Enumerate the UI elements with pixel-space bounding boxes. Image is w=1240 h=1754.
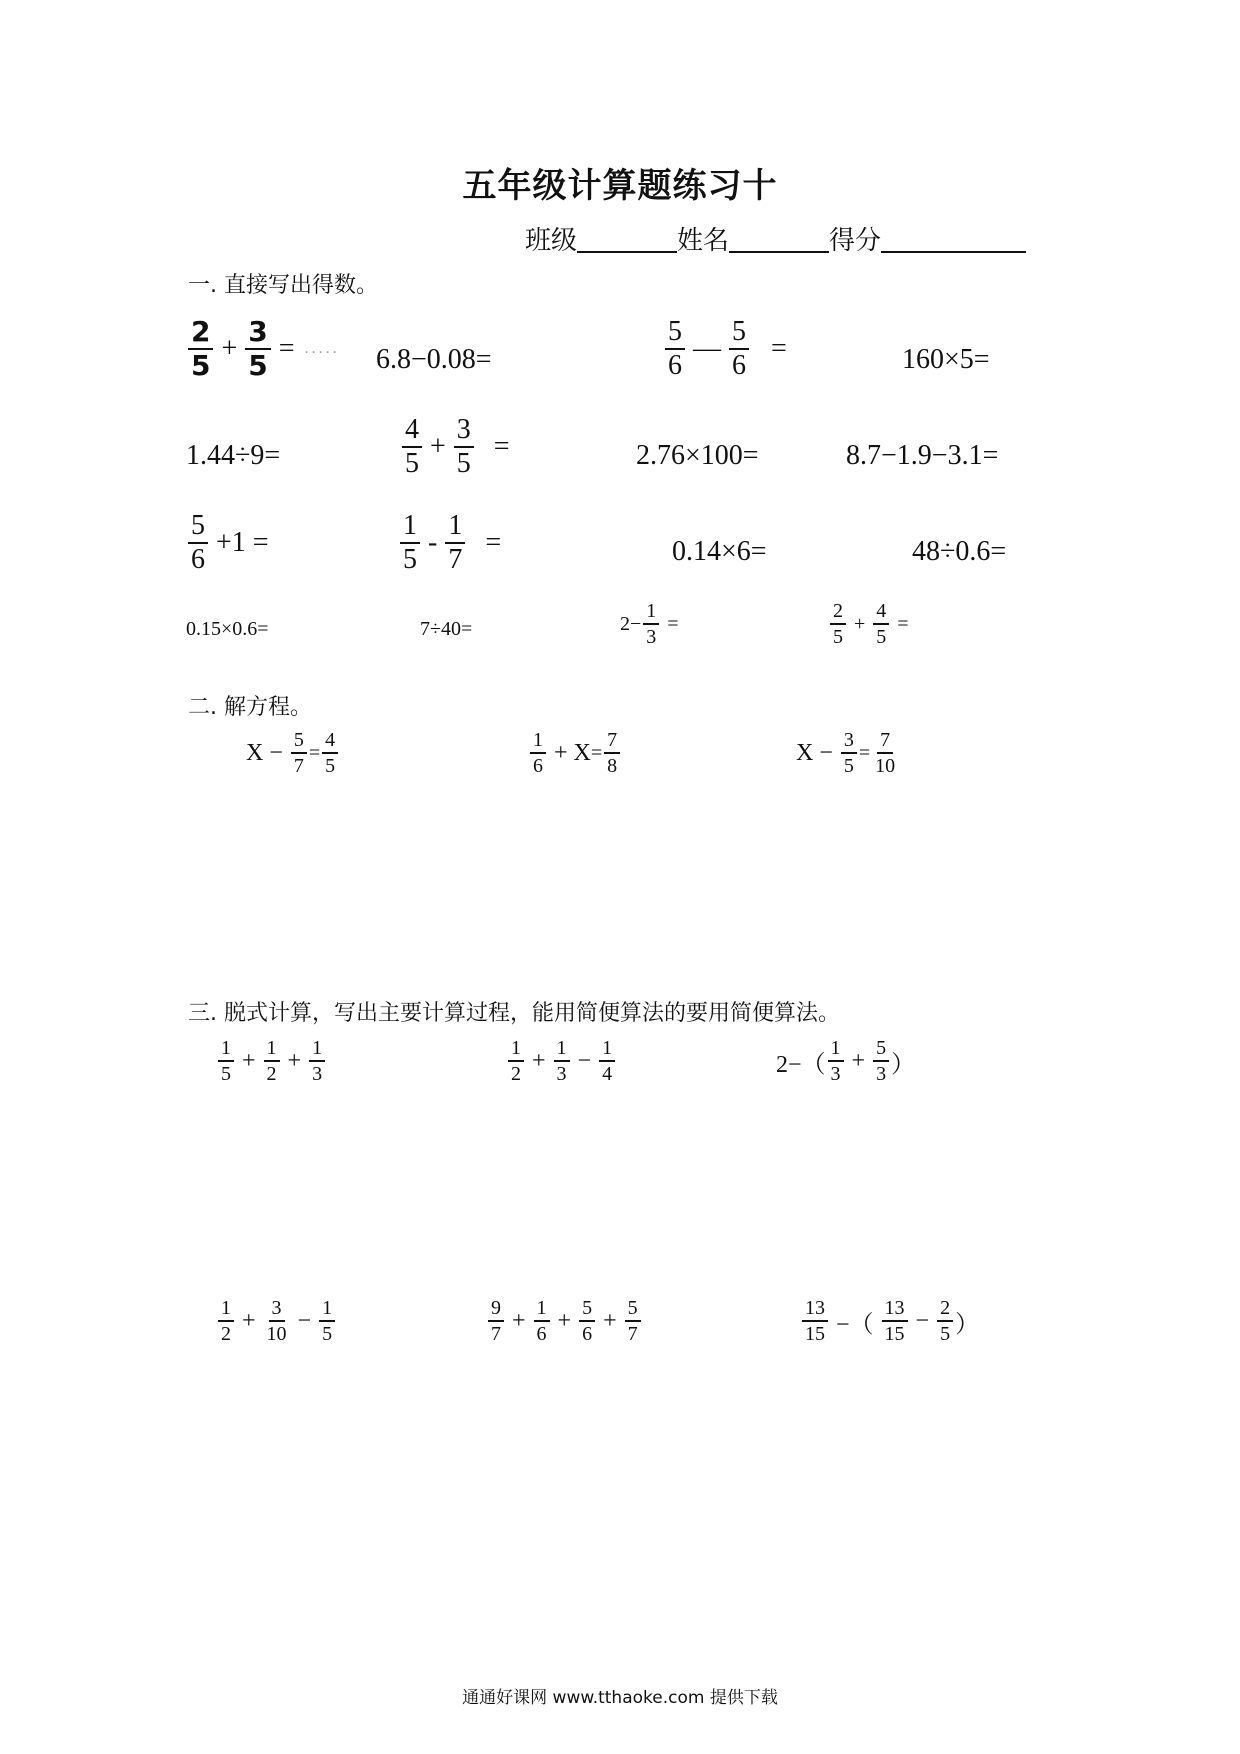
- problem-5: [486, 1298, 643, 1344]
- denominator: 5: [876, 626, 887, 648]
- problem-1: [216, 1038, 327, 1084]
- denominator: 5: [940, 1323, 951, 1345]
- fraction: [841, 730, 857, 776]
- class-blank: [577, 225, 677, 253]
- operator: +: [287, 1047, 302, 1074]
- numerator: 1: [218, 1038, 234, 1062]
- numerator: 4: [873, 601, 889, 625]
- s1-r2-a: 1.44÷9=: [186, 440, 281, 471]
- numerator: 1: [508, 1038, 524, 1062]
- fraction: [319, 1298, 335, 1344]
- operator: −: [819, 739, 833, 766]
- denominator: 6: [668, 350, 682, 381]
- denominator: 7: [293, 755, 304, 777]
- dotted-gap: .....: [304, 340, 340, 357]
- numerator: 1: [828, 1038, 844, 1062]
- name-label: 姓名: [677, 226, 730, 256]
- equation-3: [796, 730, 900, 776]
- denominator: 6: [536, 1323, 547, 1345]
- student-info: [525, 220, 1026, 257]
- fraction: [530, 730, 546, 776]
- denominator: 8: [607, 755, 618, 777]
- denominator: 6: [732, 350, 746, 381]
- operator: −: [269, 739, 283, 766]
- numerator: 5: [665, 318, 685, 350]
- denominator: 3: [646, 626, 657, 648]
- denominator: 2: [221, 1323, 231, 1345]
- fraction: [872, 730, 898, 776]
- fraction: [218, 1038, 234, 1084]
- fraction: [264, 1298, 290, 1344]
- numerator: 4: [322, 730, 338, 754]
- denominator: 2: [511, 1063, 521, 1085]
- fraction: [830, 601, 846, 647]
- denominator: 5: [843, 755, 854, 777]
- problem-4: [216, 1298, 337, 1344]
- denominator: 2: [266, 1063, 277, 1085]
- operator: +: [851, 1047, 866, 1074]
- problem-3: [776, 1038, 915, 1084]
- numerator: 1: [554, 1038, 570, 1062]
- numerator: 1: [599, 1038, 615, 1062]
- name-blank: [729, 225, 829, 253]
- s1-r3-a: [186, 512, 275, 574]
- s1-r2-d: 8.7−1.9−3.1=: [846, 440, 999, 471]
- score-label: 得分: [829, 226, 882, 256]
- operator: +: [512, 1307, 526, 1334]
- s1-r3-c: 0.14×6=: [672, 536, 767, 567]
- s1-r3-b: [398, 512, 507, 574]
- numerator: 1: [264, 1038, 280, 1062]
- denominator: 5: [456, 448, 471, 479]
- equals: =: [897, 612, 909, 635]
- operator: +: [532, 1047, 546, 1074]
- fraction: [188, 315, 213, 382]
- numerator: 1: [319, 1298, 335, 1322]
- fraction: [554, 1038, 570, 1084]
- denominator: 5: [322, 1323, 333, 1345]
- fraction: [599, 1038, 615, 1084]
- operator: −: [915, 1307, 930, 1334]
- s1-r4-b: 7÷40=: [420, 618, 473, 640]
- numerator: 2: [830, 601, 846, 625]
- fraction: [828, 1038, 844, 1084]
- fraction: [309, 1038, 325, 1084]
- s1-r1-d: 160×5=: [902, 344, 990, 375]
- operator: —: [693, 333, 721, 364]
- numerator: 1: [643, 601, 659, 625]
- operator: −: [577, 1047, 592, 1074]
- equals: =: [308, 741, 321, 764]
- denominator: 15: [884, 1323, 905, 1345]
- fraction: [402, 416, 422, 478]
- section3-heading: 三. 脱式计算，写出主要计算过程，能用简便算法的要用简便算法。: [188, 1001, 840, 1026]
- denominator: 5: [403, 544, 417, 575]
- fraction: [665, 318, 685, 380]
- operator: +: [603, 1307, 617, 1334]
- variable-x: X: [246, 739, 264, 766]
- operator: +: [557, 1307, 572, 1334]
- s1-r4-a: 0.15×0.6=: [186, 618, 269, 640]
- section2-heading: 二. 解方程。: [188, 695, 312, 720]
- numerator: 5: [625, 1298, 641, 1322]
- fraction: [245, 315, 270, 382]
- denominator: 3: [876, 1063, 887, 1085]
- operator: +: [554, 739, 568, 766]
- suffix: ）: [955, 1311, 980, 1338]
- section1-heading: 一. 直接写出得数。: [188, 273, 378, 298]
- equals: =: [278, 333, 295, 364]
- footer-credit: 通通好课网 www.tthaoke.com 提供下载: [462, 1688, 778, 1708]
- tail-text: +1 =: [216, 527, 269, 558]
- fraction: [445, 512, 465, 574]
- numerator: 1: [530, 730, 546, 754]
- numerator: 2: [188, 318, 213, 350]
- denominator: 3: [556, 1063, 567, 1085]
- s1-r1-c: [663, 318, 793, 380]
- denominator: 3: [312, 1063, 323, 1085]
- numerator: 9: [488, 1298, 504, 1322]
- fraction: [400, 512, 420, 574]
- suffix: ）: [891, 1051, 916, 1078]
- fraction: [264, 1038, 280, 1084]
- numerator: 5: [729, 318, 749, 350]
- s1-r2-c: 2.76×100=: [636, 440, 759, 471]
- denominator: 6: [582, 1323, 593, 1345]
- problem-2: [506, 1038, 617, 1084]
- fraction: [488, 1298, 504, 1344]
- numerator: 3: [841, 730, 857, 754]
- fraction: [937, 1298, 953, 1344]
- numerator: 4: [402, 416, 422, 448]
- denominator: 7: [448, 544, 463, 575]
- equation-2: [528, 730, 622, 776]
- equals: =: [590, 741, 603, 764]
- denominator: 7: [491, 1323, 501, 1345]
- problem-6: [800, 1298, 979, 1344]
- denominator: 6: [191, 544, 205, 575]
- numerator: 1: [534, 1298, 550, 1322]
- fraction: [643, 601, 659, 647]
- numerator: 13: [882, 1298, 908, 1322]
- equals: =: [858, 741, 871, 764]
- s1-r1-a: [186, 315, 344, 382]
- fraction: [218, 1298, 234, 1344]
- class-label: 班级: [525, 226, 578, 256]
- denominator: 5: [191, 349, 211, 382]
- s1-r4-d: [828, 601, 915, 647]
- operator: −: [297, 1307, 312, 1334]
- numerator: 7: [877, 730, 893, 754]
- operator: −（: [836, 1311, 874, 1338]
- fraction: [188, 512, 208, 574]
- variable-x: X: [573, 739, 591, 766]
- operator: +: [854, 612, 866, 635]
- numerator: 5: [291, 730, 307, 754]
- equation-1: [246, 730, 340, 776]
- page-title: 五年级计算题练习十: [462, 166, 778, 206]
- fraction: [729, 318, 749, 380]
- prefix: 2−: [620, 612, 642, 635]
- variable-x: X: [796, 739, 814, 766]
- s1-r3-d: 48÷0.6=: [912, 536, 1007, 567]
- fraction: [625, 1298, 641, 1344]
- denominator: 10: [875, 755, 896, 777]
- numerator: 2: [937, 1298, 953, 1322]
- fraction: [604, 730, 620, 776]
- fraction: [291, 730, 307, 776]
- equals: =: [485, 527, 502, 558]
- fraction: [802, 1298, 828, 1344]
- denominator: 4: [602, 1063, 613, 1085]
- denominator: 5: [405, 448, 419, 479]
- fraction: [534, 1298, 550, 1344]
- denominator: 5: [248, 349, 268, 382]
- s1-r2-b: [400, 416, 516, 478]
- prefix: 2−（: [776, 1051, 826, 1078]
- operator: +: [242, 1307, 256, 1334]
- operator: -: [428, 527, 438, 558]
- operator: +: [242, 1047, 256, 1074]
- numerator: 3: [269, 1298, 285, 1322]
- numerator: 13: [802, 1298, 828, 1322]
- fraction: [882, 1298, 908, 1344]
- numerator: 5: [188, 512, 208, 544]
- denominator: 5: [833, 626, 843, 648]
- fraction: [579, 1298, 595, 1344]
- fraction: [873, 601, 889, 647]
- fraction: [454, 416, 474, 478]
- numerator: 3: [245, 318, 270, 350]
- s1-r1-b: 6.8−0.08=: [376, 344, 492, 375]
- denominator: 15: [805, 1323, 825, 1345]
- numerator: 1: [445, 512, 465, 544]
- numerator: 5: [873, 1038, 889, 1062]
- operator: +: [430, 431, 446, 462]
- denominator: 3: [830, 1063, 841, 1085]
- numerator: 5: [579, 1298, 595, 1322]
- denominator: 5: [325, 755, 336, 777]
- denominator: 10: [266, 1323, 287, 1345]
- numerator: 3: [454, 416, 474, 448]
- denominator: 6: [533, 755, 543, 777]
- numerator: 1: [309, 1038, 325, 1062]
- s1-r4-c: [620, 601, 685, 647]
- fraction: [873, 1038, 889, 1084]
- denominator: 7: [627, 1323, 638, 1345]
- equals: =: [771, 333, 787, 364]
- fraction: [322, 730, 338, 776]
- equals: =: [493, 431, 510, 462]
- score-blank: [881, 225, 1026, 253]
- numerator: 1: [218, 1298, 234, 1322]
- numerator: 1: [400, 512, 420, 544]
- numerator: 7: [604, 730, 620, 754]
- equals: =: [667, 612, 679, 635]
- denominator: 5: [221, 1063, 231, 1085]
- operator: +: [221, 333, 238, 364]
- fraction: [508, 1038, 524, 1084]
